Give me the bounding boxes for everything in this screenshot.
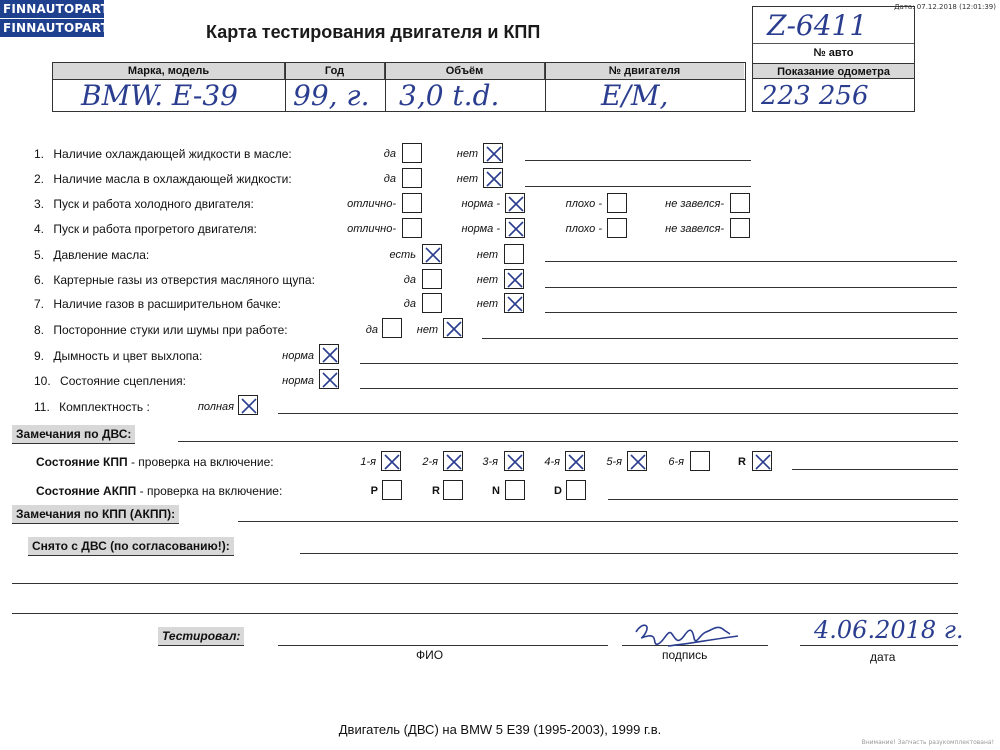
item-number: 10. <box>34 374 51 388</box>
gear-label: D <box>554 485 562 497</box>
table-col-separator <box>285 63 286 111</box>
checkbox-no[interactable] <box>483 143 503 163</box>
item-text: Посторонние стуки или шумы при работе: <box>53 323 288 337</box>
auto-number-box <box>752 6 915 112</box>
value-year: 99, г. <box>293 79 370 112</box>
table-col-separator <box>385 63 386 111</box>
note-line <box>608 499 958 500</box>
value-engine-number: E/M, <box>601 79 669 112</box>
checkbox-not-started[interactable] <box>730 193 750 213</box>
option-label: да <box>383 148 396 160</box>
odometer-label: Показание одометра <box>753 63 914 79</box>
section-removed: Снято с ДВС (по согласованию!): <box>28 537 234 556</box>
note-line <box>525 186 751 187</box>
checkbox-absent[interactable] <box>504 244 524 264</box>
item-10 <box>34 374 186 388</box>
fio-label: ФИО <box>416 648 444 662</box>
note-line <box>360 388 958 389</box>
gear-label: 1-я <box>360 456 376 468</box>
checkbox-gear-6[interactable] <box>690 451 710 471</box>
note-line <box>545 261 957 262</box>
item-7 <box>34 297 281 311</box>
auto-number-handwritten: Z-6411 <box>767 9 868 42</box>
image-caption: Двигатель (ДВС) на BMW 5 E39 (1995-2003), 1999 г.в. <box>338 722 662 737</box>
option-label: нет <box>476 298 498 310</box>
note-line <box>545 312 957 313</box>
note-line <box>300 553 958 554</box>
item-number: 9. <box>34 349 45 363</box>
checkbox-gear-1[interactable] <box>381 451 401 471</box>
checkbox-yes[interactable] <box>422 293 442 313</box>
odometer-value: 223 256 <box>761 81 869 111</box>
option-label: да <box>365 324 378 336</box>
item-8 <box>34 323 288 337</box>
item-text: Картерные газы из отверстия масляного щупа: <box>53 273 315 287</box>
checkbox-reverse[interactable] <box>443 480 463 500</box>
signature-label: подпись <box>662 648 708 662</box>
section-kpp-remarks: Замечания по КПП (АКПП): <box>12 505 179 524</box>
option-label: да <box>383 173 396 185</box>
item-5 <box>34 248 149 262</box>
item-number: 4. <box>34 222 45 236</box>
section-tested: Тестировал: <box>158 627 244 646</box>
gear-label: R <box>432 485 440 497</box>
item-text: Давление масла: <box>53 248 150 262</box>
gear-label: 6-я <box>668 456 684 468</box>
option-label: есть <box>389 249 416 261</box>
item-number: 8. <box>34 323 45 337</box>
gear-label: R <box>738 456 746 468</box>
note-line <box>12 613 958 614</box>
option-label: не завелся- <box>665 223 724 235</box>
option-label: полная <box>197 401 234 413</box>
note-line <box>12 583 958 584</box>
item-number: 3. <box>34 197 45 211</box>
header-make-model: Марка, модель <box>53 63 285 79</box>
note-line <box>792 469 958 470</box>
checkbox-excellent[interactable] <box>402 218 422 238</box>
checkbox-bad[interactable] <box>607 193 627 213</box>
option-label: норма - <box>461 223 500 235</box>
item-number: 6. <box>34 273 45 287</box>
checkbox-gear-5[interactable] <box>627 451 647 471</box>
note-line <box>545 287 957 288</box>
item-2 <box>34 172 292 186</box>
item-text: Наличие охлаждающей жидкости в масле: <box>53 147 292 161</box>
gear-label: 5-я <box>606 456 622 468</box>
value-make-model: BMW. E-39 <box>81 79 238 112</box>
item-text: Пуск и работа холодного двигателя: <box>53 197 254 211</box>
option-label: плохо - <box>565 198 602 210</box>
checkbox-gear-2[interactable] <box>443 451 463 471</box>
checkbox-no[interactable] <box>443 318 463 338</box>
option-label: норма - <box>461 198 500 210</box>
item-number: 1. <box>34 147 45 161</box>
date-stamp: Дата: 07.12.2018 (12:01:39) <box>894 3 996 11</box>
checkbox-not-started[interactable] <box>730 218 750 238</box>
option-label: отлично- <box>347 223 396 235</box>
header-year: Год <box>285 63 385 79</box>
option-label: да <box>403 274 416 286</box>
option-label: нет <box>456 173 478 185</box>
date-handwritten: 4.06.2018 г. <box>814 616 964 644</box>
option-label: не завелся- <box>665 198 724 210</box>
item-number: 5. <box>34 248 45 262</box>
option-label: отлично- <box>347 198 396 210</box>
header-engine-number: № двигателя <box>545 63 744 79</box>
option-label: нет <box>476 249 498 261</box>
kpp-label-rest: - проверка на включение: <box>127 455 274 469</box>
gear-label: N <box>492 485 500 497</box>
item-11 <box>34 400 150 414</box>
checkbox-normal[interactable] <box>505 218 525 238</box>
item-number: 7. <box>34 297 45 311</box>
checkbox-excellent[interactable] <box>402 193 422 213</box>
watermark-logo: FINNAUTOPARTS <box>0 0 104 18</box>
option-label: норма <box>282 350 314 362</box>
checkbox-drive[interactable] <box>566 480 586 500</box>
table-col-separator <box>545 63 546 111</box>
gear-label: 3-я <box>482 456 498 468</box>
checkbox-gear-3[interactable] <box>504 451 524 471</box>
note-line <box>482 338 958 339</box>
kpp-label-bold: Состояние КПП <box>36 455 128 469</box>
checkbox-yes[interactable] <box>422 269 442 289</box>
watermark-logo-2: FINNAUTOPARTS <box>0 19 104 37</box>
kpp-check-label <box>36 455 274 469</box>
note-line <box>178 441 958 442</box>
checkbox-bad[interactable] <box>607 218 627 238</box>
page-title: Карта тестирования двигателя и КПП <box>206 22 541 42</box>
item-3 <box>34 197 254 211</box>
item-text: Дымность и цвет выхлопа: <box>53 349 203 363</box>
checkbox-present[interactable] <box>422 244 442 264</box>
checkbox-neutral[interactable] <box>505 480 525 500</box>
item-text: Комплектность : <box>59 400 150 414</box>
akpp-label-bold: Состояние АКПП <box>36 484 137 498</box>
option-label: плохо - <box>565 223 602 235</box>
option-label: нет <box>416 324 438 336</box>
section-dvs-remarks: Замечания по ДВС: <box>12 425 135 444</box>
checkbox-complete[interactable] <box>238 395 258 415</box>
note-line <box>278 413 958 414</box>
checkbox-park[interactable] <box>382 480 402 500</box>
gear-label: 2-я <box>422 456 438 468</box>
note-line <box>525 160 751 161</box>
gear-label: P <box>370 485 378 497</box>
item-number: 2. <box>34 172 45 186</box>
checkbox-no[interactable] <box>483 168 503 188</box>
date-label: дата <box>870 650 896 664</box>
checkbox-normal[interactable] <box>319 344 339 364</box>
item-text: Наличие газов в расширительном бачке: <box>53 297 281 311</box>
item-text: Пуск и работа прогретого двигателя: <box>53 222 257 236</box>
option-label: да <box>403 298 416 310</box>
checkbox-no[interactable] <box>504 293 524 313</box>
akpp-label-rest: - проверка на включение: <box>136 484 283 498</box>
option-label: норма <box>282 375 314 387</box>
checkbox-yes[interactable] <box>402 168 422 188</box>
item-text: Наличие масла в охлаждающей жидкости: <box>53 172 292 186</box>
option-label: нет <box>476 274 498 286</box>
option-label: нет <box>456 148 478 160</box>
checkbox-gear-reverse[interactable] <box>752 451 772 471</box>
item-number: 11. <box>34 400 50 414</box>
item-4 <box>34 222 257 236</box>
auto-number-label: № авто <box>753 43 914 61</box>
checkbox-no[interactable] <box>504 269 524 289</box>
item-6 <box>34 273 315 287</box>
value-volume: 3,0 t.d. <box>399 79 500 112</box>
item-text: Состояние сцепления: <box>60 374 186 388</box>
checkbox-normal[interactable] <box>319 369 339 389</box>
checkbox-yes[interactable] <box>402 143 422 163</box>
fio-line <box>278 645 608 646</box>
note-line <box>360 363 958 364</box>
checkbox-yes[interactable] <box>382 318 402 338</box>
checkbox-gear-4[interactable] <box>565 451 585 471</box>
bottom-stamp: Внимание! Запчасть разукомплектована! <box>861 739 994 746</box>
item-9 <box>34 349 202 363</box>
date-line <box>800 645 958 646</box>
checkbox-normal[interactable] <box>505 193 525 213</box>
item-1 <box>34 147 292 161</box>
note-line <box>238 521 958 522</box>
gear-label: 4-я <box>544 456 560 468</box>
akpp-check-label <box>36 484 282 498</box>
vehicle-info-table <box>52 62 746 112</box>
header-volume: Объём <box>385 63 545 79</box>
